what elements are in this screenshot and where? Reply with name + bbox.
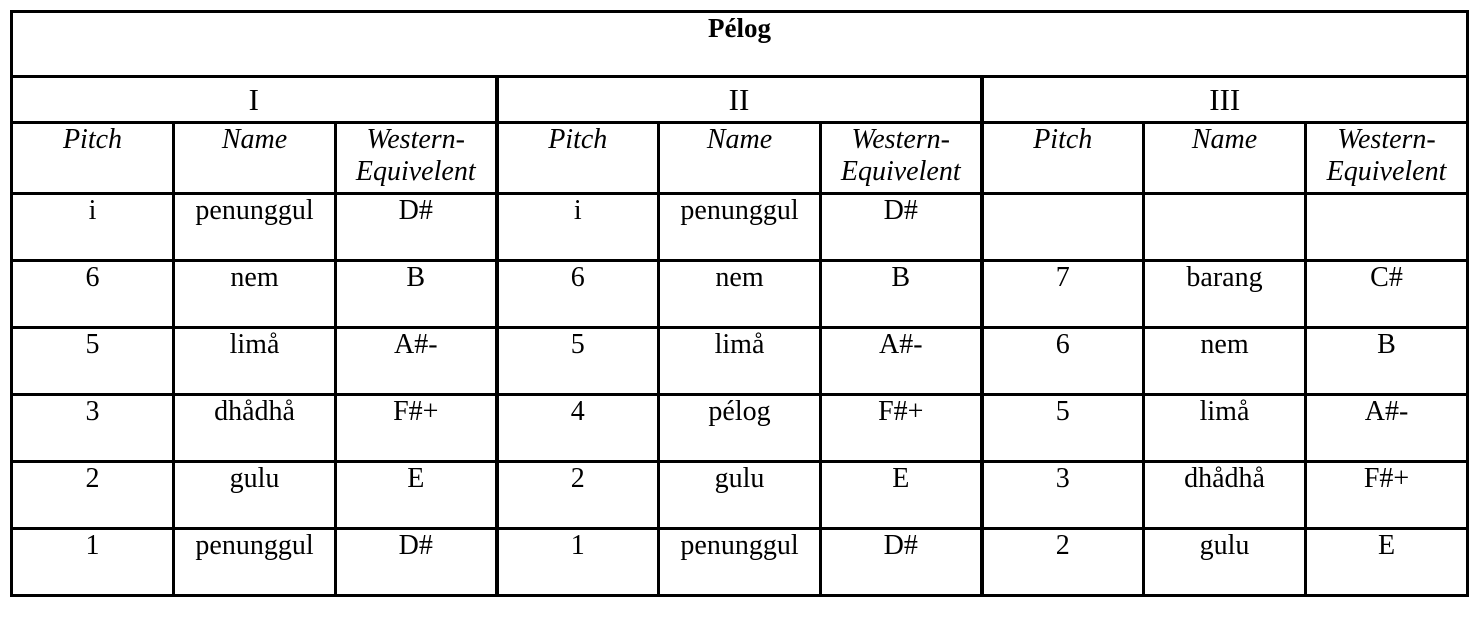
western-equivalent-cell [1306,194,1468,261]
table-row [12,529,1468,596]
pitch-cell: 5 [497,328,659,395]
name-cell: dhådhå [174,395,336,462]
name-cell: penunggul [174,194,336,261]
pelog-table-container [10,10,1469,597]
group-header-1: I [12,77,497,123]
name-cell: nem [174,261,336,328]
western-equivalent-cell: D# [336,529,497,596]
column-header: Western- Equivelent [336,123,497,194]
group-header-row [12,77,1468,123]
western-equivalent-cell: F#+ [821,395,982,462]
pitch-cell: 3 [12,395,174,462]
western-equivalent-cell: D# [821,194,982,261]
pitch-cell: 6 [497,261,659,328]
pitch-cell: 2 [497,462,659,529]
western-equivalent-cell: E [821,462,982,529]
name-cell: penunggul [659,194,821,261]
name-cell: dhådhå [1144,462,1306,529]
pitch-cell: 7 [982,261,1144,328]
column-header: Western- Equivelent [821,123,982,194]
western-equivalent-cell: A#- [336,328,497,395]
pitch-cell: 2 [982,529,1144,596]
table-row [12,194,1468,261]
name-cell: penunggul [659,529,821,596]
table-title: Pélog [12,12,1468,77]
column-header: Name [1144,123,1306,194]
name-cell: limå [659,328,821,395]
pitch-cell: 1 [12,529,174,596]
table-row [12,395,1468,462]
table-row [12,328,1468,395]
name-cell: nem [659,261,821,328]
western-equivalent-cell: F#+ [336,395,497,462]
pelog-table [10,10,1469,597]
name-cell: nem [1144,328,1306,395]
name-cell: barang [1144,261,1306,328]
column-header: Western- Equivelent [1306,123,1468,194]
western-equivalent-cell: E [336,462,497,529]
western-equivalent-cell: F#+ [1306,462,1468,529]
name-cell: limå [1144,395,1306,462]
group-header-2: II [497,77,982,123]
western-equivalent-cell: A#- [1306,395,1468,462]
pitch-cell: 6 [982,328,1144,395]
name-cell: gulu [174,462,336,529]
column-header: Name [659,123,821,194]
pitch-cell: 2 [12,462,174,529]
name-cell: pélog [659,395,821,462]
pitch-cell: 5 [982,395,1144,462]
name-cell [1144,194,1306,261]
name-cell: gulu [659,462,821,529]
western-equivalent-cell: D# [336,194,497,261]
pitch-cell: 1 [497,529,659,596]
western-equivalent-cell: B [336,261,497,328]
western-equivalent-cell: B [821,261,982,328]
name-cell: gulu [1144,529,1306,596]
group-header-3: III [982,77,1468,123]
pitch-cell [982,194,1144,261]
western-equivalent-cell: C# [1306,261,1468,328]
column-header: Name [174,123,336,194]
western-equivalent-cell: D# [821,529,982,596]
column-header-row [12,123,1468,194]
title-row [12,12,1468,77]
pitch-cell: i [12,194,174,261]
column-header: Pitch [497,123,659,194]
pitch-cell: 6 [12,261,174,328]
western-equivalent-cell: E [1306,529,1468,596]
western-equivalent-cell: B [1306,328,1468,395]
pitch-cell: 3 [982,462,1144,529]
column-header: Pitch [982,123,1144,194]
name-cell: penunggul [174,529,336,596]
name-cell: limå [174,328,336,395]
pitch-cell: 4 [497,395,659,462]
column-header: Pitch [12,123,174,194]
pitch-cell: i [497,194,659,261]
pitch-cell: 5 [12,328,174,395]
table-row [12,462,1468,529]
table-row [12,261,1468,328]
western-equivalent-cell: A#- [821,328,982,395]
